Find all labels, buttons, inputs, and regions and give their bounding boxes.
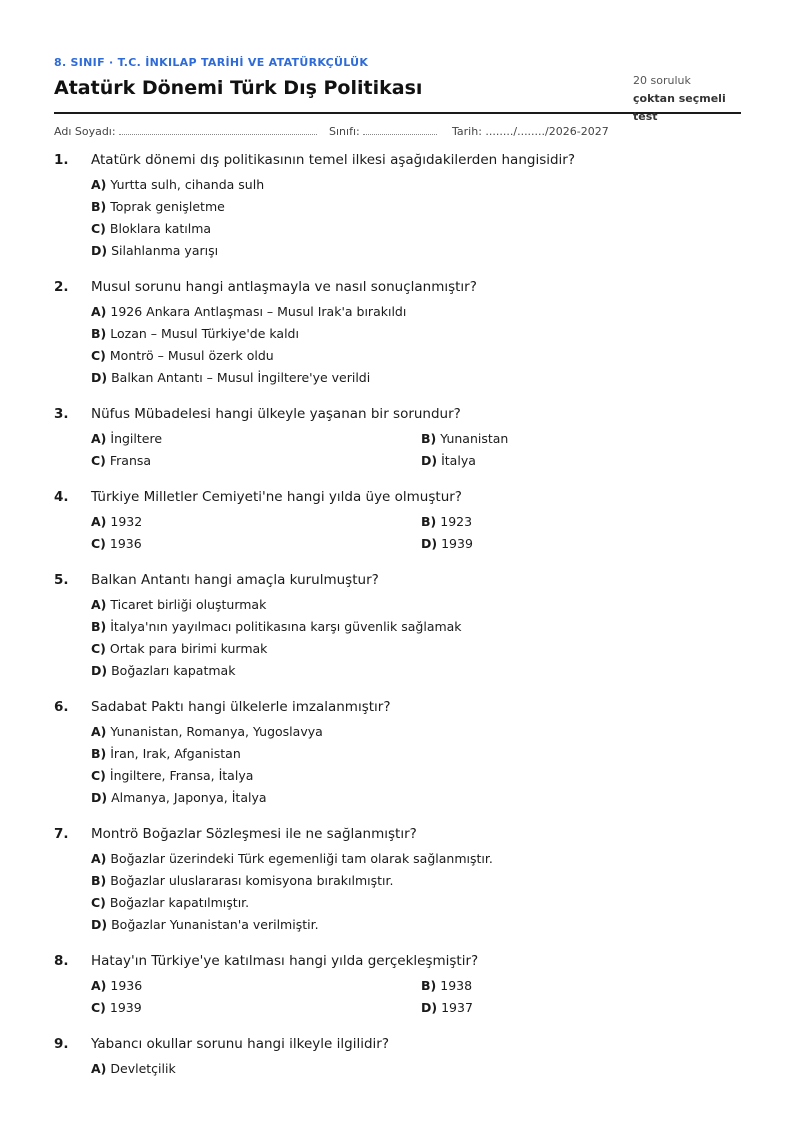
- question-2: [54, 279, 741, 389]
- option-text: Silahlanma yarışı: [111, 243, 219, 258]
- option-a[interactable]: [91, 1058, 741, 1080]
- class-blank: [363, 134, 437, 135]
- option-letter: A): [91, 431, 107, 446]
- option-text: Bloklara katılma: [109, 221, 212, 236]
- question-number: 9.: [54, 1036, 69, 1052]
- option-letter: C): [91, 348, 106, 363]
- option-letter: B): [421, 978, 437, 993]
- option-letter: B): [91, 199, 107, 214]
- option-list: [91, 975, 741, 1019]
- option-text: Ortak para birimi kurmak: [109, 641, 268, 656]
- option-b[interactable]: [91, 743, 741, 765]
- option-letter: A): [91, 1061, 107, 1076]
- option-text: Almanya, Japonya, İtalya: [111, 790, 267, 805]
- question-count: 20 soruluk: [633, 74, 691, 87]
- option-text: Boğazlar kapatılmıştır.: [109, 895, 250, 910]
- option-d[interactable]: [91, 367, 741, 389]
- option-letter: D): [91, 370, 108, 385]
- option-c[interactable]: [91, 997, 421, 1019]
- option-text: Boğazlar Yunanistan'a verilmiştir.: [111, 917, 319, 932]
- option-a[interactable]: [91, 511, 421, 533]
- subject-label: 8. SINIF · T.C. İNKILAP TARİHİ VE ATATÜRKÇÜLÜK: [54, 56, 369, 69]
- option-d[interactable]: [421, 450, 721, 472]
- option-text: Fransa: [109, 453, 152, 468]
- option-c[interactable]: [91, 450, 421, 472]
- option-text: Toprak genişletme: [110, 199, 225, 214]
- option-letter: A): [91, 851, 107, 866]
- option-list: [91, 1058, 741, 1080]
- option-letter: B): [421, 431, 437, 446]
- question-number: 4.: [54, 489, 69, 505]
- question-text: Musul sorunu hangi antlaşmayla ve nasıl sonuçlanmıştır?: [91, 279, 477, 295]
- question-8: [54, 953, 741, 1019]
- question-3: [54, 406, 741, 472]
- option-text: 1939: [441, 536, 473, 551]
- option-text: 1923: [440, 514, 473, 529]
- question-text: Yabancı okullar sorunu hangi ilkeyle ilgilidir?: [91, 1036, 389, 1052]
- option-letter: A): [91, 978, 107, 993]
- option-letter: A): [91, 514, 107, 529]
- option-a[interactable]: [91, 848, 741, 870]
- option-letter: D): [91, 917, 108, 932]
- question-number: 3.: [54, 406, 69, 422]
- date-field: Tarih: ......../......../2026-2027: [452, 125, 609, 138]
- option-text: Yunanistan, Romanya, Yugoslavya: [110, 724, 323, 739]
- option-list: [91, 594, 741, 682]
- option-text: 1936: [110, 978, 143, 993]
- option-c[interactable]: [91, 638, 741, 660]
- name-blank: [119, 134, 317, 135]
- option-text: 1938: [440, 978, 473, 993]
- question-text: Montrö Boğazlar Sözleşmesi ile ne sağlanmıştır?: [91, 826, 417, 842]
- option-text: İngiltere, Fransa, İtalya: [109, 768, 254, 783]
- option-a[interactable]: [91, 428, 421, 450]
- class-label: Sınıfı:: [329, 125, 360, 138]
- option-text: 1932: [110, 514, 143, 529]
- option-text: İtalya'nın yayılmacı politikasına karşı güvenlik sağlamak: [110, 619, 462, 634]
- option-letter: A): [91, 597, 107, 612]
- option-text: Ticaret birliği oluşturmak: [110, 597, 267, 612]
- option-d[interactable]: [91, 660, 741, 682]
- question-4: [54, 489, 741, 555]
- option-text: 1936: [109, 536, 142, 551]
- option-b[interactable]: [421, 511, 721, 533]
- option-c[interactable]: [91, 218, 741, 240]
- name-field: [54, 125, 317, 138]
- question-9: [54, 1036, 741, 1080]
- option-letter: B): [91, 326, 107, 341]
- worksheet-header: [54, 52, 741, 123]
- option-letter: C): [91, 895, 106, 910]
- option-text: Boğazlar üzerindeki Türk egemenliği tam olarak sağlanmıştır.: [110, 851, 493, 866]
- question-number: 5.: [54, 572, 69, 588]
- option-d[interactable]: [91, 914, 741, 936]
- option-text: Montrö – Musul özerk oldu: [109, 348, 274, 363]
- question-text: Sadabat Paktı hangi ülkelerle imzalanmıştır?: [91, 699, 391, 715]
- test-type: çoktan seçmeli test: [633, 92, 726, 123]
- option-letter: A): [91, 724, 107, 739]
- question-5: [54, 572, 741, 682]
- question-text: Balkan Antantı hangi amaçla kurulmuştur?: [91, 572, 379, 588]
- option-letter: D): [421, 1000, 438, 1015]
- option-b[interactable]: [91, 616, 741, 638]
- option-list: [91, 174, 741, 262]
- option-letter: D): [91, 243, 108, 258]
- option-b[interactable]: [421, 975, 721, 997]
- option-text: İngiltere: [110, 431, 163, 446]
- question-text: Hatay'ın Türkiye'ye katılması hangi yılda gerçekleşmiştir?: [91, 953, 479, 969]
- question-number: 7.: [54, 826, 69, 842]
- option-text: Lozan – Musul Türkiye'de kaldı: [110, 326, 299, 341]
- option-c[interactable]: [91, 533, 421, 555]
- option-b[interactable]: [421, 428, 721, 450]
- option-list: [91, 721, 741, 809]
- option-a[interactable]: [91, 975, 421, 997]
- option-b[interactable]: [91, 870, 741, 892]
- option-letter: D): [91, 663, 108, 678]
- option-c[interactable]: [91, 765, 741, 787]
- worksheet-page: [54, 52, 741, 1097]
- option-d[interactable]: [91, 787, 741, 809]
- question-list: [54, 152, 741, 1080]
- question-text: Türkiye Milletler Cemiyeti'ne hangi yılda üye olmuştur?: [91, 489, 462, 505]
- name-label: Adı Soyadı:: [54, 125, 116, 138]
- question-number: 1.: [54, 152, 69, 168]
- option-text: İran, Irak, Afganistan: [110, 746, 241, 761]
- option-list: [91, 511, 741, 555]
- option-text: Yurtta sulh, cihanda sulh: [110, 177, 265, 192]
- option-b[interactable]: [91, 196, 741, 218]
- option-d[interactable]: [91, 240, 741, 262]
- student-info-row: [54, 114, 741, 142]
- option-list: [91, 301, 741, 389]
- option-c[interactable]: [91, 892, 741, 914]
- option-text: Balkan Antantı – Musul İngiltere'ye verildi: [111, 370, 371, 385]
- option-list: [91, 848, 741, 936]
- option-letter: A): [91, 177, 107, 192]
- option-letter: B): [91, 619, 107, 634]
- option-text: 1939: [109, 1000, 142, 1015]
- option-text: Boğazları kapatmak: [111, 663, 236, 678]
- option-text: Devletçilik: [110, 1061, 176, 1076]
- option-text: 1926 Ankara Antlaşması – Musul Irak'a bırakıldı: [110, 304, 407, 319]
- question-number: 2.: [54, 279, 69, 295]
- option-letter: A): [91, 304, 107, 319]
- question-6: [54, 699, 741, 809]
- option-letter: D): [421, 536, 438, 551]
- option-a[interactable]: [91, 721, 741, 743]
- question-number: 8.: [54, 953, 69, 969]
- option-letter: C): [91, 536, 106, 551]
- option-letter: C): [91, 221, 106, 236]
- option-a[interactable]: [91, 301, 741, 323]
- option-letter: C): [91, 1000, 106, 1015]
- option-letter: C): [91, 453, 106, 468]
- option-d[interactable]: [421, 997, 721, 1019]
- question-number: 6.: [54, 699, 69, 715]
- page-title: Atatürk Dönemi Türk Dış Politikası: [54, 77, 423, 99]
- option-letter: D): [91, 790, 108, 805]
- option-c[interactable]: [91, 345, 741, 367]
- option-text: 1937: [441, 1000, 473, 1015]
- question-1: [54, 152, 741, 262]
- option-letter: C): [91, 641, 106, 656]
- option-a[interactable]: [91, 594, 741, 616]
- question-7: [54, 826, 741, 936]
- question-text: Atatürk dönemi dış politikasının temel ilkesi aşağıdakilerden hangisidir?: [91, 152, 576, 168]
- option-letter: B): [91, 746, 107, 761]
- class-field: [329, 125, 437, 138]
- option-letter: B): [421, 514, 437, 529]
- option-list: [91, 428, 741, 472]
- option-text: İtalya: [441, 453, 476, 468]
- option-d[interactable]: [421, 533, 721, 555]
- question-text: Nüfus Mübadelesi hangi ülkeyle yaşanan bir sorundur?: [91, 406, 461, 422]
- option-text: Yunanistan: [440, 431, 509, 446]
- option-b[interactable]: [91, 323, 741, 345]
- option-letter: B): [91, 873, 107, 888]
- option-letter: D): [421, 453, 438, 468]
- option-a[interactable]: [91, 174, 741, 196]
- option-letter: C): [91, 768, 106, 783]
- option-text: Boğazlar uluslararası komisyona bırakılmıştır.: [110, 873, 394, 888]
